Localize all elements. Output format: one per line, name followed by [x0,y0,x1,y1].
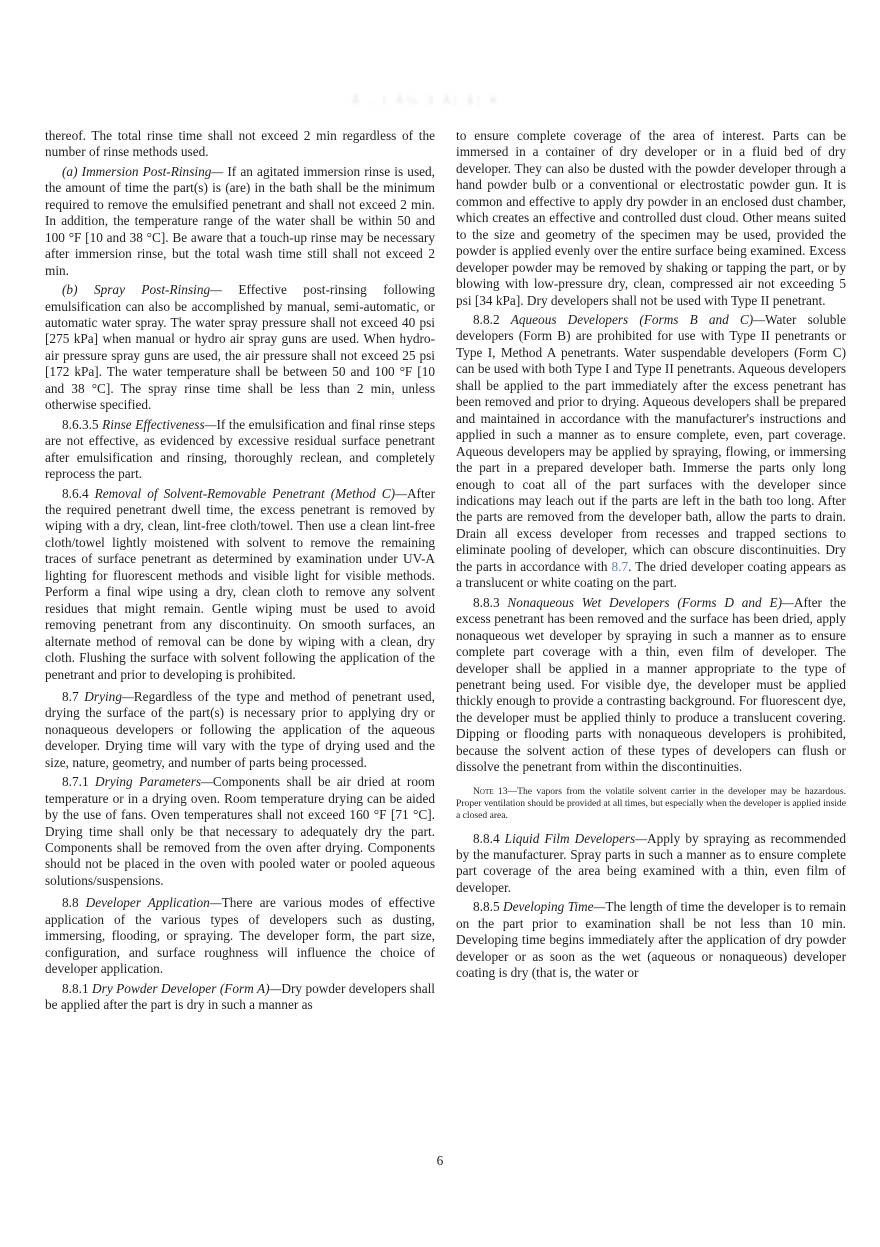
paragraph-8-6-3-5 [45,417,435,483]
paragraph-spray-post-rinsing [45,282,435,414]
paragraph-text: There are various modes of effective application of the various types of developers such as dusting, immersing, flooding, or spraying. The developer form, the part size, configuration, and surface roughness will influence the choice of developer application. [45,895,436,977]
note-text: —The vapors from the volatile solvent carrier in the developer may be hazardous. Proper ventilation should be provided at all times, but especially when the developer is applied inside a closed area. [456,785,846,822]
right-column [456,128,846,985]
faded-watermark: Å . ) Ã¼ 3 Ã¦ å¦ ¥ [352,94,500,107]
paragraph-text: Apply by spraying as recommended by the manufacturer. Spray parts in such a manner as to ensure complete part coverage of the area being examined with a thin, even film of developer. [456,830,846,895]
paragraph-heading: Nonaqueous Wet Developers (Forms D and E)— [507,594,794,610]
paragraph-heading: Dry Powder Developer (Form A)— [92,980,282,996]
paragraph-heading: Drying— [84,688,134,704]
section-number: 8.8.3 [473,594,508,610]
paragraph-heading: Developing Time— [503,899,606,915]
paragraph-heading: Developer Application— [85,895,222,911]
paragraph-8-8-5 [456,899,846,981]
paragraph-heading: (b) Spray Post-Rinsing— [62,282,222,298]
paragraph-text: to ensure complete coverage of the area of interest. Parts can be immersed in a container of dry developer or in a fluid bed of dry developer. They can also be dusted with the powder developer through a hand powder bulb or a conventional or electrostatic powder gun. It is common and effective to apply dry powder in an enclosed dust chamber, which creates an effective and controlled dust cloud. Other means suited to the size and geometry of the specimen may be used, provided the powder is applied evenly over the entire surface being examined. Excess developer powder may be removed by shaking or tapping the part, or by blowing with low-pressure dry, clean, compressed air not exceeding 5 psi [34 kPa]. Dry developers shall not be used with Type II penetrant. [456,128,846,308]
paragraph-heading: Liquid Film Developers— [504,830,648,846]
paragraph-heading: Removal of Solvent-Removable Penetrant (Method C)— [94,485,407,501]
section-number: 8.8.1 [62,980,93,996]
section-number: 8.7 [62,688,85,704]
paragraph-text: thereof. The total rinse time shall not exceed 2 min regardless of the number of rinse methods used. [45,128,435,160]
section-number: 8.8.5 [473,899,503,915]
paragraph-8-8-4 [456,831,846,897]
note-13 [456,786,846,823]
section-number: 8.8.2 [473,311,511,327]
section-number: 8.6.4 [62,485,95,501]
paragraph-text: If an agitated immersion rinse is used, the amount of time the part(s) is (are) in the bath shall be the minimum required to remove the emulsified penetrant and shall not exceed 2 min. In addition, the temperature range of the water shall be within 50 and 100 °F [10 and 38 °C]. Be aware that a touch-up rinse may be necessary after immersion rinse, but the total wash time still shall not exceed 2 min. [45,163,435,278]
paragraph-8-8 [45,895,435,977]
paragraph-text: Effective post-rinsing following emulsification can also be accomplished by manual, semi-automatic, or automatic water spray. The water spray pressure shall not exceed 40 psi [275 kPa] when manual or hydro air spray guns are used. When hydro-air pressure spray guns are used, the air pressure shall not exceed 25 psi [172 kPa]. The water temperature shall be between 50 and 100 °F [10 and 38 °C]. The spray rinse time shall be less than 2 min, unless otherwise specified. [45,282,435,413]
section-number: 8.8 [62,895,86,911]
left-column [45,128,435,1017]
paragraph-8-8-2 [456,312,846,592]
paragraph-heading: Drying Parameters— [94,774,213,790]
paragraph-immersion-post-rinsing [45,164,435,279]
page-number: 6 [436,1153,444,1168]
paragraph-text: Components shall be air dried at room temperature or in a drying oven. Room temperature drying can be aided by the use of fans. Oven temperatures shall not exceed 160 °F [71 °C]. Drying time shall only be that necessary to adequately dry the part. Components shall be removed from the oven after drying. Components should not be placed in the oven with pooled water or pooled aqueous solutions/suspensions. [45,774,435,888]
paragraph-text: After the required penetrant dwell time, the excess penetrant is removed by wiping with a dry, clean, lint-free cloth/towel. Then use a clean lint-free cloth/towel lightly moistened with solvent to remove the remaining traces of surface penetrant as determined by examination under UV-A lighting for fluorescent methods and visible light for visible methods. Perform a final wipe using a dry, clean cloth to remove any solvent residues that might remain. Gentle wiping must be used to avoid removing penetrant from any discontinuity. On smooth surfaces, an alternate method of removal can be done by wiping with a clean, dry cloth. Flushing the surface with solvent following the application of the penetrant and prior to developing is prohibited. [45,485,435,682]
paragraph-8-6-4 [45,486,435,683]
paragraph-text: The length of time the developer is to remain on the part prior to examination shall be not less than 10 min. Developing time begins immediately after the application of dry powder developer or as soon as the wet (aqueous or nonaqueous) developer coating is dry (that is, the water or [456,899,846,981]
section-number: 8.6.3.5 [62,416,103,432]
paragraph-text: After the excess penetrant has been removed and the surface has been dried, apply nonaqueous wet developer by spraying in such a manner as to ensure complete part coverage with a thin, even film of developer. The developer shall be applied in a manner appropriate to the type of penetrant being used. For visible dye, the developer must be applied thickly enough to provide a contrasting background. For fluorescent dye, the developer must be applied thinly to produce a translucent covering. Dipping or flooding parts with nonaqueous developers is prohibited, because the solvent action of these types of developers can flush or dissolve the penetrant from within the discontinuities. [456,594,847,775]
section-number: 8.8.4 [473,830,505,846]
paragraph-text-tail: . The dried developer coating appears as a translucent or white coating on the part. [456,558,847,591]
paragraph-8-7-1 [45,774,435,889]
paragraph-text: Dry powder developers shall be applied after the part is dry in such a manner as [45,980,435,1013]
note-label: Note 13 [473,785,508,797]
paragraph-text: Water soluble developers (Form B) are prohibited for use with Type II penetrants or Type I, Method A penetrants. Water suspendable developers (Form C) can be used with both Type I and Type II penetrants. Aqueous developers shall be applied to the part immediately after the excess penetrant has been removed and prior to drying. Aqueous developers shall be prepared and maintained in accordance with the manufacturer's instructions and applied in such a manner as to ensure complete, even, part coverage. Aqueous developers may be applied by spraying, flowing, or immersing the part in a prepared developer bath. Immerse the parts only long enough to coat all of the part surfaces with the developer since indications may leach out if the parts are left in the bath too long. After the parts are removed from the developer bath, allow the parts to drain. Drain all excess developer from recesses and trapped sections to eliminate pooling of developer, which can obscure discontinuities. Dry the parts in accordance with [456,311,846,574]
paragraph-heading: Rinse Effectiveness— [102,416,217,432]
paragraph-8-7 [45,689,435,771]
section-number: 8.7.1 [62,774,95,790]
paragraph-heading: (a) Immersion Post-Rinsing— [62,163,224,179]
paragraph-8-8-3 [456,595,846,776]
paragraph-rinse-continuation [45,128,435,161]
paragraph-heading: Aqueous Developers (Forms B and C)— [510,311,766,327]
cross-reference-link[interactable]: 8.7 [611,558,629,574]
paragraph-text: If the emulsification and final rinse steps are not effective, as evidenced by excessive residual surface penetrant after emulsification and rinsing, thoroughly reclean, and completely reprocess the part. [45,416,435,482]
paragraph-8-8-1-continuation [456,128,846,309]
paragraph-text: Regardless of the type and method of penetrant used, drying the surface of the part(s) is necessary prior to applying dry or nonaqueous developers or following the application of the aqueous developer. Drying time will vary with the type of drying used and the size, nature, geometry, and number of parts being processed. [45,688,435,770]
paragraph-8-8-1 [45,981,435,1014]
